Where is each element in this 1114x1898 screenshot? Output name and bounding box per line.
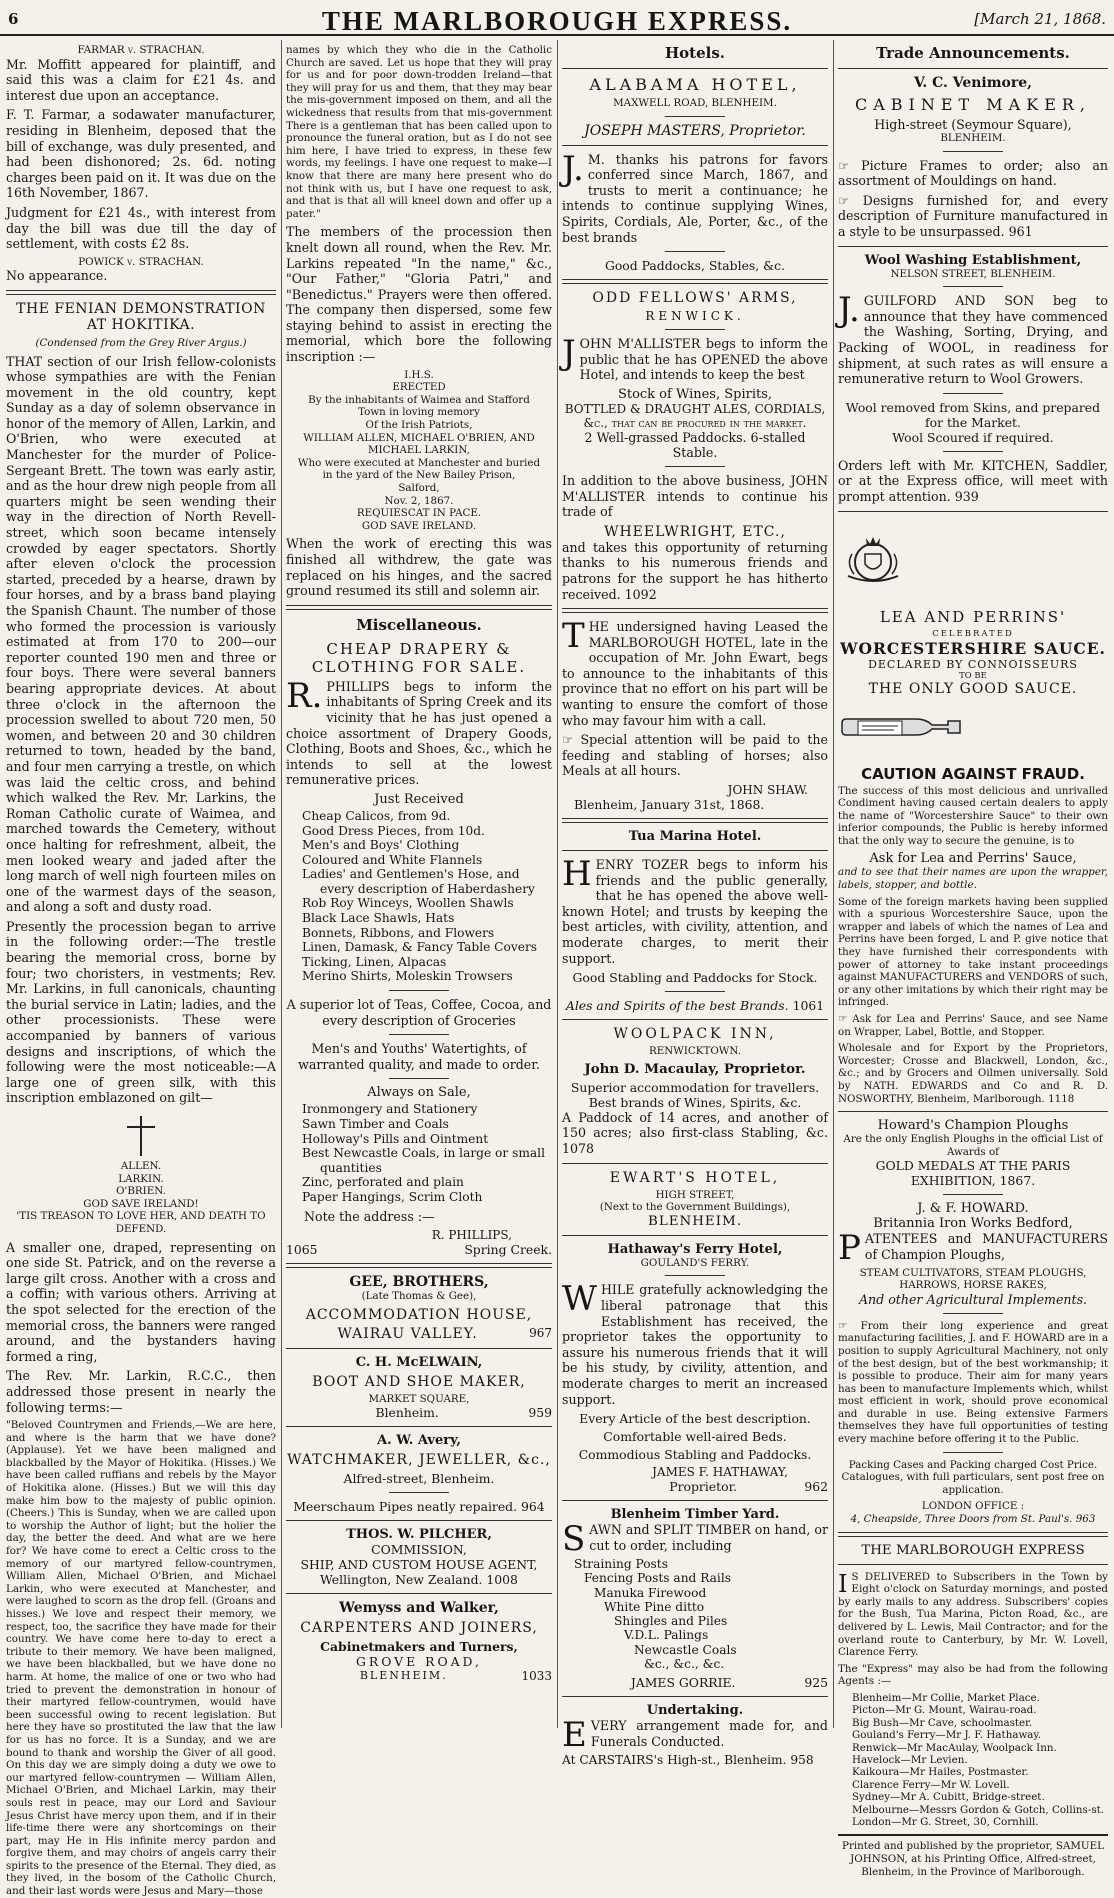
ad-title: WOOLPACK INN, [613, 1026, 777, 1043]
ad-text: OHN M'ALLISTER begs to inform the public that he has OPENED the above Hotel, and intends to keep the best [579, 336, 828, 383]
ad-text: CABINET MAKER, [854, 95, 1091, 114]
ad-text: WAIRAU VALLEY. [337, 1325, 478, 1342]
list-item: Straining Posts [574, 1557, 668, 1572]
divider [943, 393, 1003, 394]
speech-continued: names by which they who die in the Catholic Church are saved. Let us hope that they will pray for us and for poor down-trodden Ireland—that they will pray for us and them, that they may bear the mis-government imposed on them, and all the wickedness that results from that mis-government There is a gentleman that has been called upon to pronounce the funeral oration, but as I do not see him here, I have tried to express, in these few words, my feelings. I have one request to make—I know that there are many here present who do not think with us, but I have one request to ask, and that is that all will kneel down and offer up a pater." [286, 44, 552, 220]
cross-icon [121, 1116, 161, 1156]
case-heading: FARMAR v. STRACHAN. [77, 44, 205, 56]
inscription-line: By the inhabitants of Waimea and Stafford [308, 393, 530, 406]
ad-text: Comfortable well-aired Beds. [603, 1429, 787, 1445]
ad-number: 1065 [286, 1242, 318, 1258]
inscription-line: I.H.S. [404, 368, 434, 381]
ad-text: Best brands of Wines, Spirits, &c. [588, 1094, 802, 1110]
article-paragraph: THAT section of our Irish fellow-colonists whose sympathies are with the Fenian movement in the old country, kept Sunday as a day of solemn observance in honor of the memory of Allen, Larkin, and O'Brien, who were executed at Manchester for the murder of Police-Sergeant Brett. The town was early astir, and as the hour drew nigh people from all quarters might be seen wending their way in the direction of North Revell-street, which soon became intensely crowded by eager spectators. Shortly after eleven o'clock the procession started, preceded by a hearse, drawn by four horses, and by a brass band playing the Spanish Chaunt. The number of those who formed the procession is variously estimated at from 170 to 200—our reporter counted 190 men and three or four boys. There were several banners bearing appropriate devices. At about three o'clock in the afternoon the procession swelled to about 720 men, 50 women, and between 20 and 30 children returned to town, headed by the band, and four men carrying a trestle, on which was laid the celtic cross, and behind which walked the Rev. Mr. Larkins, the Roman Catholic curate of Waimea, and marched towards the Cemetery, without once halting for refreshment, albeit, the men looked weary and jaded after the long march of well nigh fourteen miles on one of the warmest days of the season, and along a soft and dusty road. [6, 353, 276, 915]
ad-text: A Paddock of 14 acres, and another of 150 acres; also first-class Stabling, &c. [562, 1109, 828, 1141]
ad-text: Wellington, New Zealand. [320, 1572, 483, 1588]
ad-number: 962 [804, 1479, 828, 1495]
drop-cap: W [562, 1279, 597, 1320]
ad-text: Ask for Lea and Perrins' Sauce, [869, 851, 1077, 867]
inscription-line: REQUIESCAT IN PACE. [356, 507, 482, 520]
list-item: Paper Hangings, Scrim Cloth [302, 1189, 483, 1204]
ad-text: Designs furnished for, and every description of Furniture manufactured in a style to be unsurpassed. [838, 192, 1108, 239]
ad-title: A. W. Avery, [377, 1433, 461, 1449]
ad-text: Wool Scoured if required. [892, 429, 1054, 445]
ad-text: WHEELWRIGHT, ETC., [604, 523, 786, 540]
list-item: Good Dress Pieces, from 10d. [302, 823, 485, 838]
ad-text: GOLD MEDALS AT THE PARIS EXHIBITION, 1867. [875, 1158, 1071, 1189]
caution-heading: CAUTION AGAINST FRAUD. [861, 764, 1085, 783]
article-paragraph: Mr. Moffitt appeared for plaintiff, and said this was a claim for £21 4s. and interest due upon an acceptance. [6, 56, 276, 103]
ad-title: Tua Marina Hotel. [628, 829, 762, 845]
ad-subtitle: (Late Thomas & Gee), [361, 1290, 477, 1303]
drop-cap: S [562, 1519, 586, 1560]
list-item: Holloway's Pills and Ointment [302, 1131, 489, 1146]
inscription-line: GOD SAVE IRELAND. [361, 519, 477, 532]
pointing-hand-icon: ☞ [838, 192, 863, 208]
ad-title: ALABAMA HOTEL, [589, 75, 801, 94]
section-heading: Hotels. [664, 44, 725, 62]
divider [943, 1452, 1003, 1453]
ad-location: RENWICKTOWN. [648, 1045, 742, 1058]
divider [286, 1426, 552, 1427]
article-paragraph: When the work of erecting this was finished all withdrew, the gate was replaced on his hinges, and the sacred ground resumed its still and solemn air. [286, 536, 552, 599]
divider [838, 1111, 1108, 1112]
agent-item: London—Mr G. Street, 30, Cornhill. [852, 1816, 1039, 1829]
ad-text: Some of the foreign markets having been supplied with a spurious Worcestershire Sauce, upon the wrapper and labels of which the names of Lea and Perrins have been forged, L and P. give notice that they have furnished their correspondents with power of attorney to take instant proceedings against MANUFACTURERS and VENDORS of such, or any other imitations by which their right may be infringed. [838, 895, 1108, 1009]
inscription-line: Nov. 2, 1867. [384, 494, 454, 507]
ad-location: GOULAND'S FERRY. [640, 1256, 750, 1269]
pointing-hand-icon: ☞ [838, 157, 862, 173]
article-paragraph: Presently the procession began to arrive in the following order:—The trestle bearing the memorial cross, borne by four; two choristers, in vestments; Rev. Mr. Larkins, in full canonicals, chaunting the burial service in Latin; ladies, and the other processionists. These were accompanied by banners of various designs and inscriptions, of which the following were the most noticeable:—A large one of green silk, with this inscription emblazoned on gilt— [6, 918, 276, 1106]
ad-text: High-street (Seymour Square), [874, 117, 1072, 132]
ad-text: BLENHEIM. [359, 1669, 448, 1683]
divider [838, 246, 1108, 247]
ad-text: Meerschaum Pipes neatly repaired. [293, 1499, 518, 1515]
list-item: Zinc, perforated and plain [302, 1175, 464, 1190]
ad-signature: JAMES GORRIE. [630, 1674, 736, 1690]
divider [562, 1019, 828, 1020]
column-4 [838, 40, 1108, 1878]
divider [665, 329, 725, 330]
divider [838, 1564, 1108, 1565]
divider [665, 1275, 725, 1276]
ad-text: J. & F. HOWARD. [917, 1201, 1029, 1217]
ad-text: M. thanks his patrons for favors conferred since March, 1867, and trusts to merit a continuance; he intends to continue supplying Wines, Spirits, Cordials, Ale, Porter, &c., of the best brands [562, 151, 828, 245]
list-item: Best Newcastle Coals, in large or small [302, 1146, 545, 1161]
ad-title: Blenheim Timber Yard. [610, 1507, 780, 1523]
article-paragraph: The members of the procession then knelt down all round, when the Rev. Mr. Larkins repeated "In the name," &c., "Our Father," "Gloria Patri," and "Benedictus." Prayers were then offered. The company then dispersed, some few staying behind to assist in erecting the memorial, which bore the following inscription :— [286, 224, 552, 365]
section-heading: Trade Announcements. [876, 44, 1070, 62]
divider [562, 1163, 828, 1164]
drop-cap: J [562, 333, 576, 374]
article-headline: THE FENIAN DEMONSTRATION AT HOKITIKA. [16, 300, 266, 333]
ad-text: Every Article of the best description. [579, 1411, 811, 1427]
masthead [0, 0, 1114, 36]
ad-text: MARKET SQUARE, [368, 1392, 470, 1405]
divider [286, 1263, 552, 1268]
ad-text: LONDON OFFICE : [921, 1500, 1025, 1513]
ad-number: 1061 [792, 998, 825, 1014]
ad-text: Special attention will be paid to the feeding and stabling of horses; also Meals at all hours. [562, 732, 828, 779]
speech-text: "Beloved Countrymen and Friends,—We are here, and where is the harm that we have done? (Applause). Yet we have been maligned and blackballed by the Mayor of Hokitika. (Hisses.) We have been called ruffians and rebels by the Mayor of Hokitika alone. (Hisses.) But we will this day make him bow to the majesty of public opinion. (Cheers.) This is Sunday, when we are called upon to worship the Author of light; but the holier the day, the better the deed. And what are we here for? We have come to erect a Celtic cross to the memory of our martyred fellow-countrymen, William Allen, Michael O'Brien, and Michael Larkin, who were executed at Manchester, and were laughed to scorn as the drop fell. (Groans and hisses.) We love and respect their memory, we respect, too, the sacrifice they have made for their country. We have come here to-day to erect a tribute to their memory. We have been maligned, we have been blackballed, but we have done no harm. At home, the malice of one or two who had tried to prevent the demonstration in honour of their martyred fellow-countrymen, would have been successful owing to recent legislation. But here they have so prostituted the law that the law for us has no force. It is a Sunday, and we are bound to thank and worship the Giver of all good. On this day we are simply doing a duty we owe to our martyred fellow-countrymen — William Allen, Michael O'Brien, and Michael Larkin, may their souls rest in peace, may our Lord and Saviour Jesus Christ have mercy upon them, and if in their life-time there were any shortcomings on their part, may He in His infinite mercy pardon and forgive them, and may choirs of angels carry their spirits to the presence of the Eternal. They died, as they lived, in the bosom of the Catholic Church, and their last words were Jesus and Mary—those [6, 1419, 276, 1898]
banner-motto: 'TIS TREASON TO LOVE HER, AND DEATH TO DEFEND. [16, 1210, 266, 1235]
divider [389, 1078, 449, 1079]
agent-item: Havelock—Mr Levien. [852, 1754, 968, 1766]
sauce-bottle-icon [838, 701, 968, 753]
section-heading: Miscellaneous. [356, 615, 482, 634]
agent-item: Clarence Ferry—Mr W. Lovell. [852, 1778, 1010, 1791]
ad-text: and takes this opportunity of returning thanks to his numerous friends and patrons for the support he has hitherto received. [562, 539, 828, 602]
ad-title: C. H. McELWAIN, [355, 1354, 483, 1370]
ad-text: Good Paddocks, Stables, &c. [604, 258, 786, 274]
ad-address: MAXWELL ROAD, BLENHEIM. [613, 97, 777, 109]
page-number: 6 [8, 10, 19, 28]
ad-text: S DELIVERED to Subscribers in the Town by Eight o'clock on Saturday mornings, and posted by early mails to any address. Subscribers' copies for the Bush, Tua Marina, Picton Road, &c., are delivered by L. Lewis, Mail Contractor; and for the overland route to Canterbury, by Mr. W. Lovell, Clarence Ferry. [838, 1570, 1108, 1659]
ad-text: ATENTEES and MANUFACTURERS of Champion Ploughs, [864, 1231, 1108, 1262]
drop-cap: E [562, 1714, 587, 1755]
ad-text: PHILLIPS begs to inform the inhabitants of Spring Creek and its vicinity that he has just opened a choice assortment of Drapery Goods, Clothing, Boots and Shoes, &c., which he intends to sell at the lowest remunerative prices. [286, 678, 552, 788]
divider [562, 68, 828, 69]
inscription-line: ERECTED [392, 381, 446, 394]
ad-title: THE MARLBOROUGH EXPRESS [861, 1542, 1085, 1558]
divider [562, 818, 828, 823]
banner-line: GOD SAVE IRELAND! [83, 1197, 199, 1210]
ad-text: A superior lot of Teas, Coffee, Cocoa, and every description of Groceries [286, 997, 552, 1028]
ad-subheading: Always on Sale, [367, 1085, 471, 1101]
ad-text: WORCESTERSHIRE SAUCE. [840, 638, 1106, 658]
drop-cap: J. [838, 290, 860, 331]
inscription-line: Who were executed at Manchester and buried [297, 456, 541, 469]
list-item: White Pine ditto [604, 1599, 705, 1614]
ad-proprietor: JOSEPH MASTERS, Proprietor. [584, 122, 806, 139]
ad-number: 961 [1008, 223, 1033, 239]
divider [665, 991, 725, 992]
divider [286, 1520, 552, 1521]
ad-text: HILE gratefully acknowledging the liberal patronage that this Establishment has received, the proprietor takes the opportunity to assure his numerous friends that it will be his study, by civility, attention, and moderate charges to merit an increased support. [562, 1282, 828, 1407]
divider [562, 1235, 828, 1236]
divider [562, 1696, 828, 1697]
ad-number: 964 [521, 1499, 545, 1515]
ad-number: 959 [528, 1405, 552, 1421]
list-item: Bonnets, Ribbons, and Flowers [302, 925, 495, 940]
divider [562, 145, 828, 146]
issue-date: [March 21, 1868. [974, 10, 1106, 28]
royal-crest-icon [838, 524, 908, 594]
divider [838, 68, 1108, 69]
ad-text: Orders left with Mr. KITCHEN, Saddler, or at the Express office, will meet with prompt attention. [838, 457, 1108, 504]
ad-number: 1118 [1048, 1092, 1075, 1105]
ad-text: Britannia Iron Works Bedford, [873, 1216, 1073, 1232]
ad-text: Ales and Spirits of the best Brands. [565, 998, 789, 1014]
banner-line: LARKIN. [118, 1172, 164, 1185]
ad-text: AWN and SPLIT TIMBER on hand, or cut to order, including [589, 1522, 828, 1553]
ad-date: Blenheim, January 31st, 1868. [574, 797, 765, 813]
ad-text: VERY arrangement made for, and Funerals Conducted. [590, 1717, 828, 1749]
divider [943, 451, 1003, 452]
list-item: Men's and Boys' Clothing [302, 838, 460, 853]
agent-item: Gouland's Ferry—Mr J. F. Hathaway. [852, 1729, 1042, 1742]
divider [286, 605, 552, 610]
ad-text: HIGH STREET, [655, 1188, 735, 1201]
divider [562, 279, 828, 284]
divider [6, 290, 276, 295]
ad-signature: JAMES F. HATHAWAY, [652, 1465, 788, 1480]
ad-text: And other Agricultural Implements. [858, 1291, 1088, 1307]
ad-subheading: Just Received [374, 791, 464, 807]
ad-title: Hathaway's Ferry Hotel, [607, 1241, 783, 1257]
ad-text: Superior accommodation for travellers. [570, 1079, 820, 1095]
article-paragraph: The Rev. Mr. Larkin, R.C.C., then addressed those present in nearly the following terms:— [6, 1368, 276, 1415]
list-item: Sawn Timber and Coals [302, 1117, 449, 1131]
divider [562, 608, 828, 613]
column-3 [562, 40, 828, 1768]
drop-cap: T [562, 616, 585, 657]
ad-text: and to see that their names are upon the wrapper, labels, stopper, and bottle. [838, 866, 1108, 892]
divider [943, 1313, 1003, 1314]
ad-address: 4, Cheapside, Three Doors from St. Paul's. [850, 1513, 1073, 1526]
list-item: Cheap Calicos, from 9d. [302, 808, 451, 823]
pointing-hand-icon: ☞ [838, 1013, 853, 1025]
list-item: Ladies' and Gentlemen's Hose, and [302, 867, 520, 882]
divider [838, 1532, 1108, 1537]
divider [943, 286, 1003, 287]
ad-text: TO BE [959, 670, 987, 681]
agent-item: Big Bush—Mr Cave, schoolmaster. [852, 1716, 1033, 1729]
ad-number: 958 [790, 1753, 814, 1768]
ad-text: WATCHMAKER, JEWELLER, &c., [287, 1452, 551, 1469]
list-item: &c., &c., &c. [644, 1656, 725, 1671]
ad-signature: R. PHILLIPS, [431, 1228, 512, 1243]
pointing-hand-icon: ☞ [562, 732, 581, 748]
drop-cap: J. [562, 148, 584, 189]
ad-text: Ask for Lea and Perrins' Sauce, and see Name on Wrapper, Label, Bottle, and Stopper. [838, 1013, 1108, 1038]
agent-item: Picton—Mr G. Mount, Wairau-road. [852, 1704, 1037, 1717]
ad-text: In addition to the above business, JOHN M'ALLISTER intends to continue his trade of [562, 472, 828, 520]
list-item: Ironmongery and Stationery [302, 1102, 478, 1117]
ad-text: SHIP, AND CUSTOM HOUSE AGENT, [300, 1557, 538, 1573]
ad-number: 1078 [562, 1140, 595, 1156]
newspaper-title: THE MARLBOROUGH EXPRESS. [321, 6, 793, 36]
ad-text: The success of this most delicious and unrivalled Condiment having caused certain dealers to apply the name of "Worcestershire Sauce" to their own inferior compounds, the Public is hereby informed that the only way to secure the genuine, is to [838, 784, 1108, 847]
drop-cap: I [838, 1569, 848, 1598]
ad-signature: JOHN SHAW. [727, 783, 808, 798]
agent-item: Sydney—Mr A. Cubitt, Bridge-street. [852, 1791, 1045, 1804]
article-paragraph: A smaller one, draped, representing on one side St. Patrick, and on the reverse a large gilt cross. Another with a cross and a coffin; with various others. Arriving at the spot selected for the erection of the memorial cross, the banners were ranged around, and the bystanders having formed a ring, [6, 1239, 276, 1364]
ad-text: Note the address :— [304, 1208, 435, 1224]
divider [562, 850, 828, 851]
drop-cap: H [562, 854, 592, 895]
agent-item: Melbourne—Messrs Gordon & Gotch, Collins-st. [852, 1803, 1105, 1816]
ad-text: Cabinetmakers and Turners, [320, 1639, 518, 1655]
ad-text: DECLARED BY CONNOISSEURS [868, 657, 1078, 671]
ad-number: 1092 [624, 586, 657, 602]
pointing-hand-icon: ☞ [838, 1319, 861, 1332]
article-paragraph: Judgment for £21 4s., with interest from day the bill was due till the day of settlement, with costs £2 8s. [6, 204, 276, 252]
ad-location: NELSON STREET, BLENHEIM. [890, 267, 1056, 280]
ad-text: BOTTLED & DRAUGHT ALES, CORDIALS, &c., that can be procured in the market. [564, 401, 826, 430]
inscription-line: Of the Irish Patriots, [365, 419, 473, 432]
list-item: Shingles and Piles [614, 1614, 728, 1629]
agent-item: Blenheim—Mr Collie, Market Place. [852, 1691, 1040, 1704]
ad-text: THE ONLY GOOD SAUCE. [868, 680, 1078, 697]
list-item: Coloured and White Flannels [302, 852, 483, 867]
ad-text: ACCOMMODATION HOUSE, [305, 1306, 533, 1323]
list-item: Ticking, Linen, Alpacas [302, 954, 447, 969]
ad-number: 939 [954, 488, 979, 504]
divider [943, 151, 1003, 152]
list-item: V.D.L. Palings [624, 1628, 709, 1643]
banner-line: ALLEN. [120, 1160, 162, 1172]
list-item: Linen, Damask, & Fancy Table Covers [302, 940, 538, 955]
ad-text: From their long experience and great manufacturing facilities, J. and F. HOWARD are in a position to supply Agricultural Machinery, not only of the best design, but of the best workmanship; it is possible to produce. Their aim for many years has been to manufacture Implements which, whilst most efficient in work, should prove economical and durable in use. Being extensive Farmers themselves they have full opportunities of testing every machine before offering it to the Public. [838, 1319, 1108, 1446]
ad-text: Packing Cases and Packing charged Cost Price. Catalogues, with full particulars, sent post free on application. [841, 1458, 1105, 1496]
column-2 [286, 40, 552, 1725]
list-item: Newcastle Coals [634, 1642, 737, 1657]
divider [389, 1034, 449, 1035]
ad-text: Picture Frames to order; also an assortment of Mouldings on hand. [838, 157, 1108, 189]
ad-text: HE undersigned having Leased the MARLBOROUGH HOTEL, late in the occupation of Mr. John Ewart, begs to announce to the inhabitants of this province that no effort on his part will be wanting to ensure the comfort of those who may favour him with a call. [562, 619, 828, 728]
ad-title: Wemyss and Walker, [339, 1600, 499, 1617]
inscription-line: in the yard of the New Bailey Prison, [322, 469, 516, 482]
ad-text: CELEBRATED [932, 628, 1014, 639]
ad-text: Good Stabling and Paddocks for Stock. [572, 970, 818, 986]
ad-text: Blenheim. [375, 1405, 439, 1421]
divider [562, 1500, 828, 1501]
ad-text: Men's and Youths' Watertights, of warranted quality, and made to order. [298, 1041, 540, 1072]
ad-text: CARPENTERS AND JOINERS, [300, 1620, 538, 1637]
drop-cap: P [838, 1228, 861, 1269]
ad-text: Alfred-street, Blenheim. [343, 1471, 495, 1487]
list-item: every description of Haberdashery [320, 881, 535, 896]
list-item: Manuka Firewood [594, 1585, 707, 1600]
ad-title: Undertaking. [646, 1702, 744, 1718]
divider [665, 466, 725, 467]
list-item: Fencing Posts and Rails [584, 1571, 731, 1586]
ad-text: At CARSTAIRS's High-st., Blenheim. [562, 1753, 787, 1768]
divider [665, 116, 725, 117]
banner-line: O'BRIEN. [116, 1185, 166, 1198]
ad-proprietor: John D. Macaulay, Proprietor. [584, 1060, 806, 1077]
ad-text: GUILFORD AND SON beg to announce that they have commenced the Washing, Sorting, Drying, and Packing of WOOL, in readiness for shipment, at such rates as will ensure a remunerative return to Wool Growers. [838, 293, 1108, 387]
ad-location: RENWICK. [645, 309, 745, 324]
ad-text: The "Express" may also be had from the following Agents :— [838, 1662, 1108, 1688]
divider [943, 1194, 1003, 1195]
ad-title: ODD FELLOWS' ARMS, [592, 290, 798, 307]
drop-cap: R. [286, 675, 323, 716]
ad-title: EWART'S HOTEL, [609, 1169, 781, 1186]
ad-number: 1008 [486, 1572, 518, 1588]
ad-title: THOS. W. PILCHER, [346, 1527, 492, 1543]
ad-location: Spring Creek. [464, 1242, 552, 1258]
printer-imprint: Printed and published by the proprietor, SAMUEL JOHNSON, at his Printing Office, Alfred-street, Blenheim, in the Province of Marlborough. [842, 1840, 1104, 1878]
list-item: Merino Shirts, Moleskin Trowsers [302, 969, 513, 984]
divider [389, 990, 449, 991]
ad-text: Wool removed from Skins, and prepared for the Market. [845, 399, 1101, 430]
inscription-line: Salford, [398, 482, 440, 494]
list-item: Rob Roy Winceys, Woollen Shawls [302, 896, 514, 911]
ad-title: LEA AND PERRINS' [879, 607, 1067, 626]
article-paragraph: No appearance. [6, 268, 108, 284]
ad-title: GEE, BROTHERS, [349, 1274, 489, 1291]
ad-text: (Next to the Government Buildings), [599, 1201, 791, 1214]
inscription-line: Town in loving memory [358, 406, 480, 419]
ad-text: Wholesale and for Export by the Proprietors, Worcester; Crosse and Blackwell, London, &c., &c.; and by Grocers and Oilmen universally. Sold by NATH. EDWARDS and Co and R. D. NOSWORTHY, Blenheim, Marlborough. [838, 1042, 1108, 1105]
ad-title: Wool Washing Establishment, [864, 252, 1082, 268]
divider [389, 1492, 449, 1493]
ad-number: 1033 [521, 1669, 552, 1684]
column-1 [6, 40, 276, 1898]
ad-text: Commodious Stabling and Paddocks. [578, 1447, 812, 1463]
ad-number: 963 [1075, 1513, 1096, 1526]
ad-text: Proprietor. [669, 1479, 738, 1495]
ad-text: ENRY TOZER begs to inform his friends and the public generally, that he has opened the above well-known Hotel; and trusts by keeping the best articles, with civility, attention, and moderate charges, to merit their support. [562, 857, 828, 966]
ad-text: BLENHEIM. [648, 1213, 742, 1229]
ad-text: Stock of Wines, Spirits, [617, 386, 773, 402]
case-heading: POWICK v. STRACHAN. [78, 255, 204, 268]
ad-text: GROVE ROAD, [356, 1654, 482, 1670]
agent-item: Kaikoura—Mr Hailes, Postmaster. [852, 1766, 1029, 1779]
ad-title: CHEAP DRAPERY & CLOTHING FOR SALE. [311, 639, 527, 676]
ad-title: V. C. Venimore, [913, 75, 1033, 91]
divider [838, 511, 1108, 512]
agent-item: Renwick—Mr MacAulay, Woolpack Inn. [852, 1741, 1057, 1754]
ad-number: 967 [529, 1325, 552, 1340]
list-item: quantities [320, 1160, 382, 1175]
ad-text: STEAM CULTIVATORS, STEAM PLOUGHS, HARROWS, HORSE RAKES, [859, 1266, 1087, 1292]
article-paragraph: F. T. Farmar, a sodawater manufacturer, residing in Blenheim, deposed that the bill of exchange, was duly presented, and had been dishonored; 2s. 6d. noting charges been paid on it. It was due on the 16th November, 1867. [6, 107, 276, 201]
ad-text: BLENHEIM. [940, 132, 1006, 144]
inscription-line: MICHAEL LARKIN, [368, 444, 470, 457]
ad-text: 2 Well-grassed Paddocks. 6-stalled Stable. [584, 429, 806, 460]
inscription-line: WILLIAM ALLEN, MICHAEL O'BRIEN, AND [303, 431, 535, 444]
divider [286, 1593, 552, 1594]
divider [286, 1348, 552, 1349]
ad-text: COMMISSION, [371, 1542, 467, 1558]
article-source: (Condensed from the Grey River Argus.) [35, 336, 247, 349]
ad-title: Howard's Champion Ploughs [877, 1118, 1069, 1134]
ad-number: 925 [804, 1674, 828, 1690]
ad-text: Are the only English Ploughs in the official List of Awards of [843, 1133, 1103, 1158]
divider [665, 251, 725, 252]
list-item: Black Lace Shawls, Hats [302, 911, 455, 926]
ad-text: BOOT AND SHOE MAKER, [312, 1373, 526, 1390]
